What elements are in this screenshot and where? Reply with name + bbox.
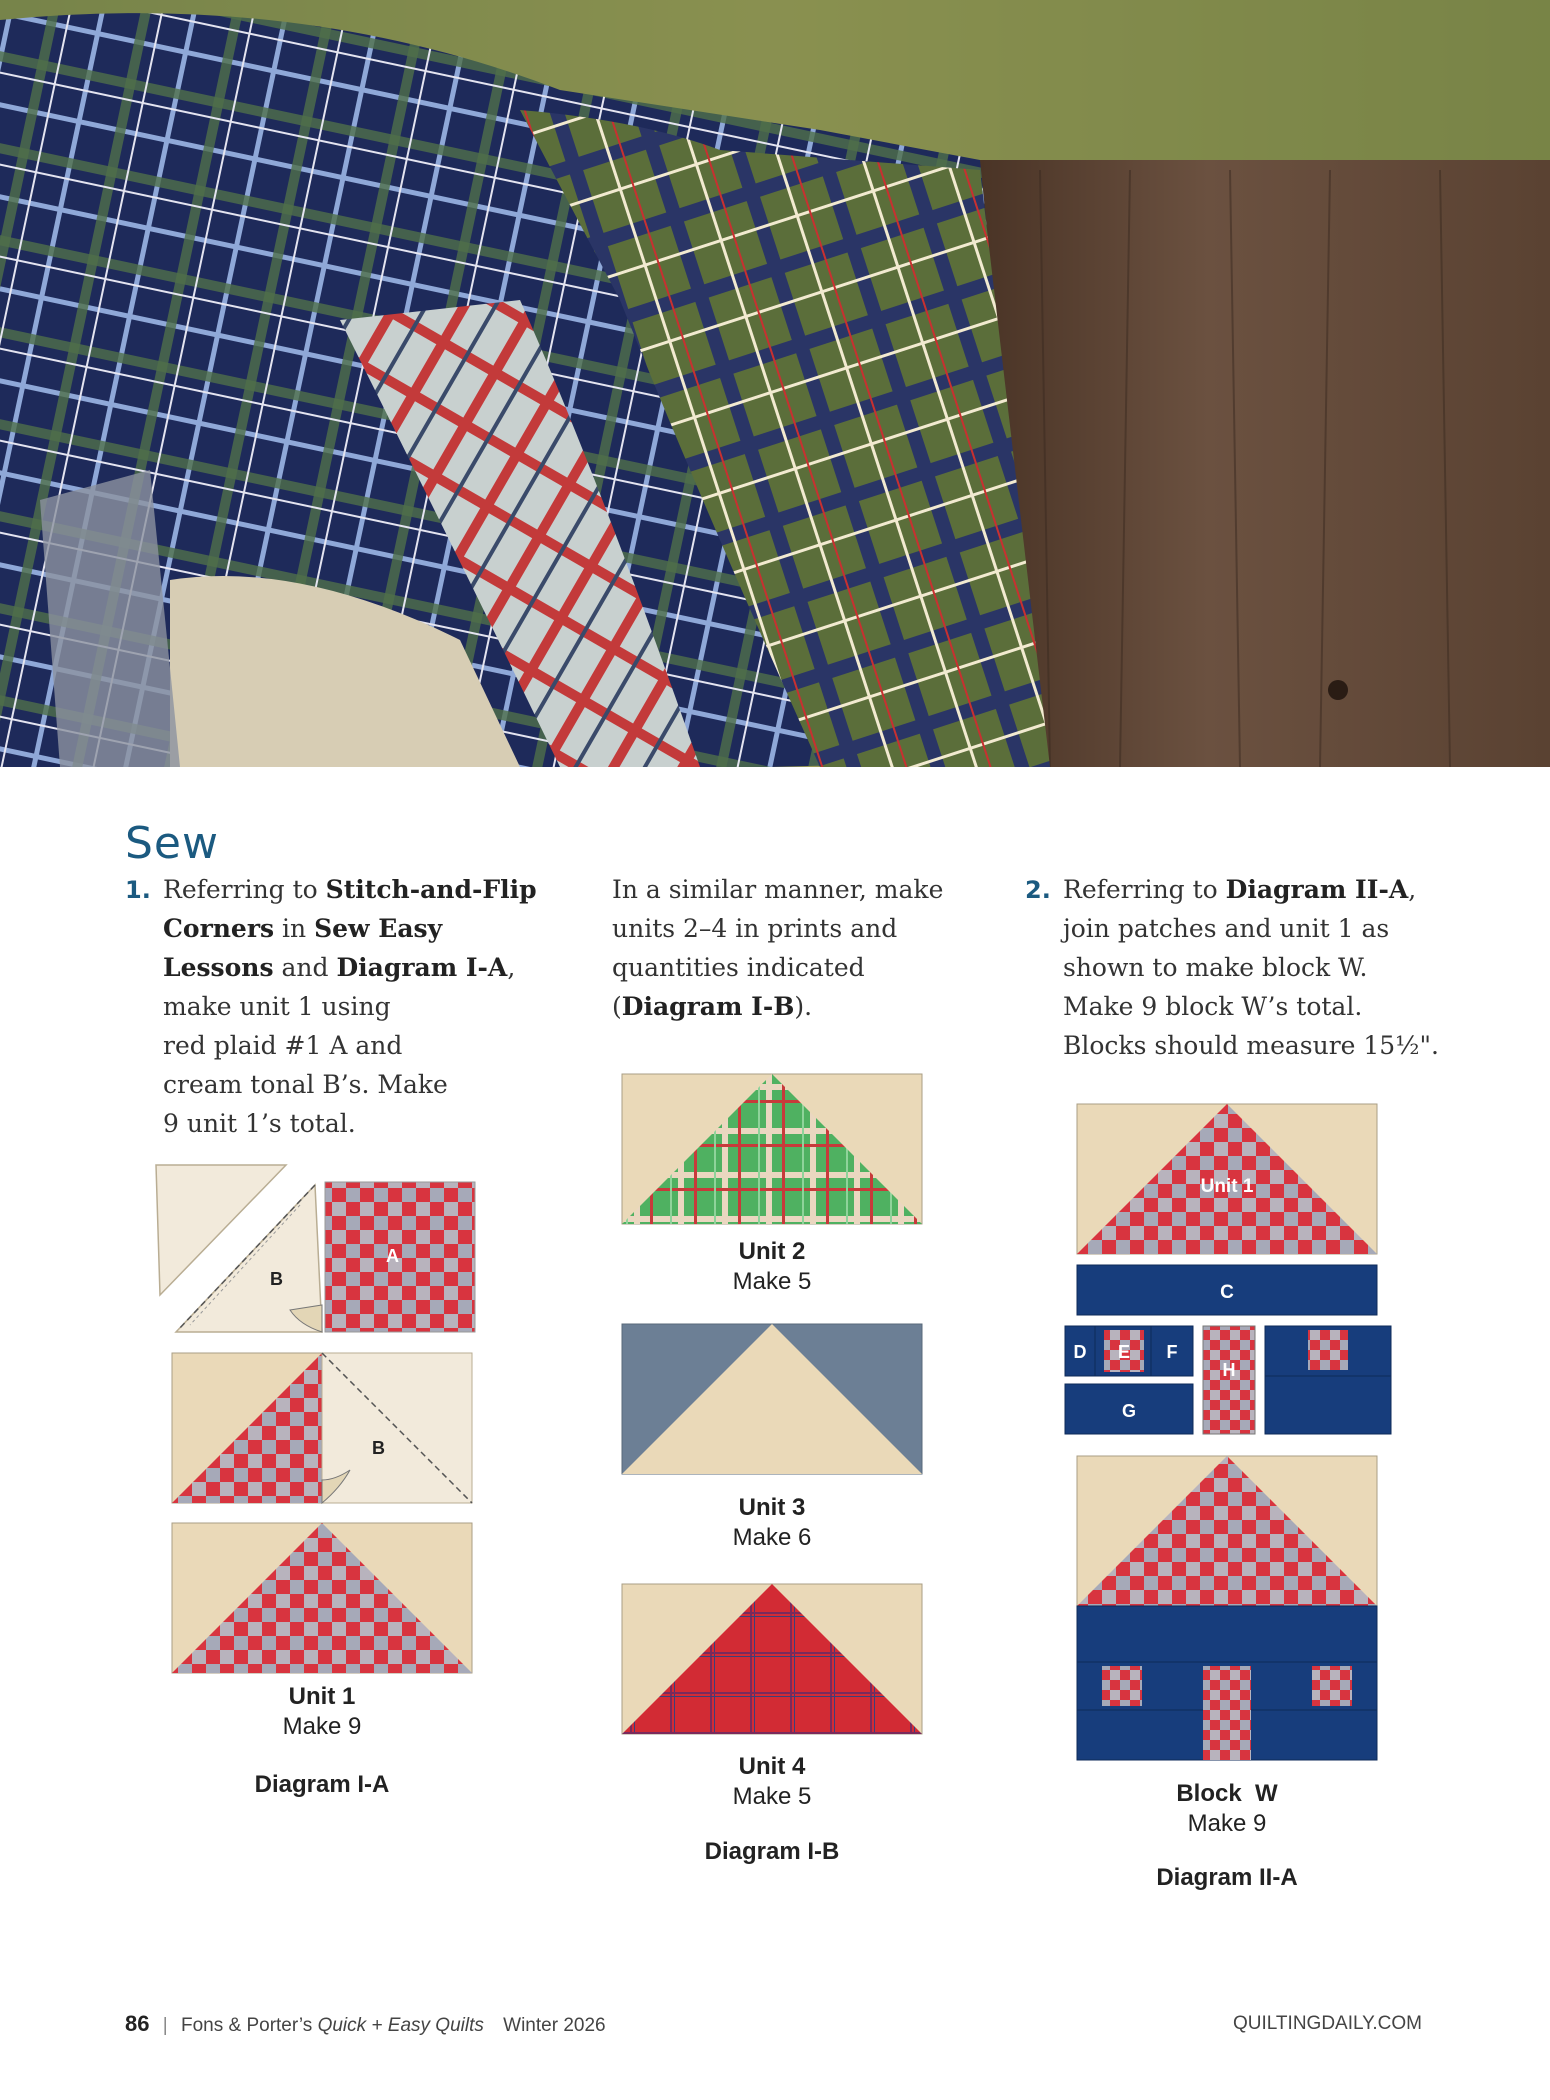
issue-date: Winter 2026 xyxy=(503,2015,606,2036)
unit-4-block xyxy=(622,1584,922,1734)
svg-text:F: F xyxy=(1166,1342,1178,1362)
patch-g xyxy=(1065,1384,1193,1434)
patch-c xyxy=(1077,1265,1377,1315)
unit-2-block xyxy=(622,1074,922,1224)
patch-b-label: B xyxy=(270,1269,283,1289)
patch-h xyxy=(1203,1326,1255,1434)
unit-1-label: Unit 1 xyxy=(1200,1176,1254,1197)
diagram-1b xyxy=(620,1070,930,1744)
unit-3-caption: Unit 3 Make 6 xyxy=(732,1494,812,1551)
window-unit xyxy=(1265,1326,1391,1434)
step-number-2: 2. xyxy=(1025,876,1051,904)
step-1-text: Referring to Stitch-and-Flip Corners in Sew Easy Lessons and Diagram I-A, make unit 1 using red plaid #1 A and cream tonal B’s. Make 9 unit 1’s total. xyxy=(163,875,537,1138)
svg-text:E: E xyxy=(1117,1342,1131,1362)
svg-text:D: D xyxy=(1073,1342,1087,1362)
section-heading: Sew xyxy=(125,818,219,869)
patch-b2-label: B xyxy=(372,1438,385,1458)
svg-text:H: H xyxy=(1222,1360,1236,1380)
step-1b-text: In a similar manner, make units 2–4 in prints and quantities indicated (Diagram I-B). xyxy=(612,875,944,1021)
magazine-name: Fons & Porter’s xyxy=(180,2015,318,2036)
unit1-final xyxy=(172,1523,472,1673)
step-2-text: Referring to Diagram II-A, join patches and unit 1 as shown to make block W. Make 9 block W’s total. Blocks should measure 15½". xyxy=(1063,875,1439,1060)
unit-2-caption: Unit 2 Make 5 xyxy=(732,1238,812,1295)
hero-photo xyxy=(0,0,1550,767)
diagram-2a xyxy=(1060,1100,1400,1774)
unit-1-caption: Unit 1 Make 9 xyxy=(282,1683,362,1740)
unit-1-piece xyxy=(1077,1104,1377,1254)
footer-site[interactable]: QUILTINGDAILY.COM xyxy=(1233,2013,1422,2034)
page-number: 86 xyxy=(125,2011,150,2036)
unit1-step-1 xyxy=(156,1165,475,1332)
block-w xyxy=(1077,1456,1377,1760)
diagram-1a-label: Diagram I-A xyxy=(254,1771,390,1798)
unit1-step-2 xyxy=(172,1353,472,1503)
unit-3-block xyxy=(622,1324,922,1474)
patches-d-e-f xyxy=(1065,1326,1193,1376)
diagram-1b-label: Diagram I-B xyxy=(704,1838,840,1865)
svg-text:C: C xyxy=(1220,1282,1234,1303)
svg-text:G: G xyxy=(1121,1401,1137,1421)
footer-left: 86 | Fons & Porter’s Quick + Easy Quilts Winter 2026 xyxy=(125,2011,606,2036)
block-w-caption: Block W Make 9 xyxy=(1176,1780,1278,1837)
step-number-1: 1. xyxy=(125,876,151,904)
patch-a-label: A xyxy=(386,1246,399,1266)
diagram-2a-label: Diagram II-A xyxy=(1156,1864,1298,1891)
unit-4-caption: Unit 4 Make 5 xyxy=(732,1753,812,1810)
diagram-1a xyxy=(150,1160,490,1684)
